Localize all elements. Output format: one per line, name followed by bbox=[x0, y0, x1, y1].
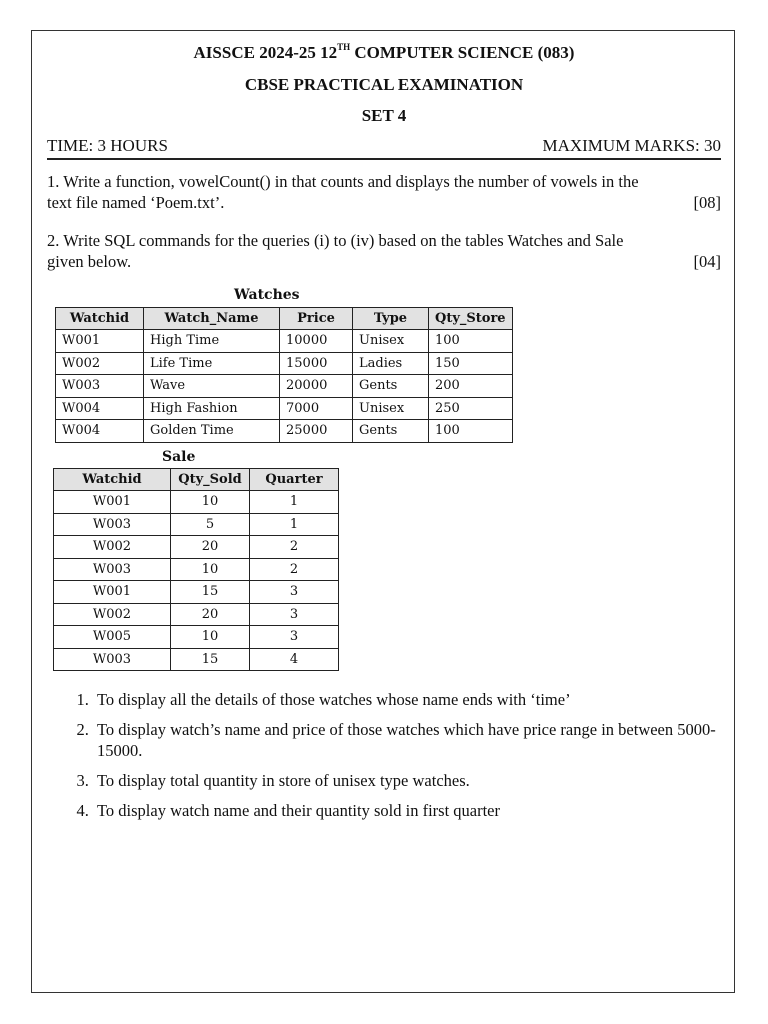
query-item: 2. To display watch’s name and price of those watches which have price range in between 5000-15000. bbox=[93, 719, 753, 761]
table-cell: 10 bbox=[171, 491, 250, 514]
watches-table-caption: Watches bbox=[234, 287, 300, 303]
table-cell: 200 bbox=[429, 375, 513, 398]
table-cell: W002 bbox=[56, 352, 144, 375]
table-row bbox=[54, 648, 339, 671]
table-cell: 20 bbox=[171, 603, 250, 626]
query-item: 3. To display total quantity in store of unisex type watches. bbox=[93, 770, 753, 791]
table-cell: 15 bbox=[171, 648, 250, 671]
exam-title: AISSCE 2024-25 12TH COMPUTER SCIENCE (083) bbox=[193, 42, 575, 62]
table-cell: High Time bbox=[144, 330, 280, 353]
table-cell: 100 bbox=[429, 330, 513, 353]
table-cell: 25000 bbox=[280, 420, 353, 443]
table-row bbox=[54, 491, 339, 514]
table-cell: Life Time bbox=[144, 352, 280, 375]
table-cell: W001 bbox=[54, 491, 171, 514]
table-cell: Ladies bbox=[353, 352, 429, 375]
column-header: Type bbox=[353, 308, 429, 330]
table-cell: Gents bbox=[353, 420, 429, 443]
question-1 bbox=[47, 171, 721, 213]
table-cell: W001 bbox=[56, 330, 144, 353]
table-row bbox=[54, 558, 339, 581]
question-2-marks: [04] bbox=[693, 252, 721, 271]
table-cell: Gents bbox=[353, 375, 429, 398]
sale-table-caption: Sale bbox=[162, 449, 196, 465]
column-header: Qty_Sold bbox=[171, 469, 250, 491]
table-cell: Unisex bbox=[353, 397, 429, 420]
table-row bbox=[54, 513, 339, 536]
table-cell: 2 bbox=[250, 558, 339, 581]
table-cell: 10 bbox=[171, 558, 250, 581]
max-marks-label: MAXIMUM MARKS: 30 bbox=[542, 136, 721, 155]
watches-table bbox=[55, 307, 513, 443]
query-list bbox=[47, 689, 753, 830]
table-cell: 15000 bbox=[280, 352, 353, 375]
table-row bbox=[54, 536, 339, 559]
set-number: SET 4 bbox=[361, 106, 407, 125]
table-cell: 20 bbox=[171, 536, 250, 559]
column-header: Watch_Name bbox=[144, 308, 280, 330]
question-2 bbox=[47, 230, 721, 272]
table-cell: 10 bbox=[171, 626, 250, 649]
table-cell: Golden Time bbox=[144, 420, 280, 443]
table-cell: W005 bbox=[54, 626, 171, 649]
table-header-row bbox=[54, 469, 339, 491]
table-row bbox=[54, 581, 339, 604]
table-cell: 4 bbox=[250, 648, 339, 671]
table-cell: 3 bbox=[250, 603, 339, 626]
query-item: 4. To display watch name and their quantity sold in first quarter bbox=[93, 800, 753, 821]
exam-subtitle: CBSE PRACTICAL EXAMINATION bbox=[244, 75, 524, 94]
table-cell: Wave bbox=[144, 375, 280, 398]
table-row bbox=[56, 420, 513, 443]
table-cell: W004 bbox=[56, 420, 144, 443]
table-row bbox=[56, 352, 513, 375]
question-2-line-1: 2. Write SQL commands for the queries (i) to (iv) based on the tables Watches and Sale bbox=[47, 231, 624, 250]
time-label: TIME: 3 HOURS bbox=[47, 136, 168, 155]
table-cell: 250 bbox=[429, 397, 513, 420]
column-header: Price bbox=[280, 308, 353, 330]
table-cell: 5 bbox=[171, 513, 250, 536]
table-cell: 3 bbox=[250, 626, 339, 649]
question-1-line-1: 1. Write a function, vowelCount() in that counts and displays the number of vowels in the bbox=[47, 172, 639, 191]
table-cell: W003 bbox=[54, 558, 171, 581]
table-cell: 2 bbox=[250, 536, 339, 559]
table-cell: W002 bbox=[54, 603, 171, 626]
question-2-line-2: given below. bbox=[47, 252, 132, 271]
table-cell: 1 bbox=[250, 491, 339, 514]
column-header: Qty_Store bbox=[429, 308, 513, 330]
table-cell: Unisex bbox=[353, 330, 429, 353]
time-marks-row bbox=[47, 136, 721, 160]
column-header: Quarter bbox=[250, 469, 339, 491]
table-cell: W003 bbox=[54, 648, 171, 671]
table-row bbox=[54, 603, 339, 626]
table-cell: W002 bbox=[54, 536, 171, 559]
table-cell: 1 bbox=[250, 513, 339, 536]
table-cell: W004 bbox=[56, 397, 144, 420]
table-cell: 7000 bbox=[280, 397, 353, 420]
table-cell: 3 bbox=[250, 581, 339, 604]
table-cell: 10000 bbox=[280, 330, 353, 353]
table-row bbox=[56, 397, 513, 420]
table-cell: 15 bbox=[171, 581, 250, 604]
table-cell: 100 bbox=[429, 420, 513, 443]
table-row bbox=[56, 375, 513, 398]
table-cell: 150 bbox=[429, 352, 513, 375]
table-row bbox=[54, 626, 339, 649]
table-cell: W003 bbox=[56, 375, 144, 398]
column-header: Watchid bbox=[56, 308, 144, 330]
query-item: 1. To display all the details of those watches whose name ends with ‘time’ bbox=[93, 689, 753, 710]
table-header-row bbox=[56, 308, 513, 330]
table-cell: W003 bbox=[54, 513, 171, 536]
sale-table bbox=[53, 468, 339, 671]
question-1-marks: [08] bbox=[693, 193, 721, 212]
question-1-line-2: text file named ‘Poem.txt’. bbox=[47, 193, 225, 212]
table-row bbox=[56, 330, 513, 353]
table-cell: High Fashion bbox=[144, 397, 280, 420]
table-cell: W001 bbox=[54, 581, 171, 604]
column-header: Watchid bbox=[54, 469, 171, 491]
table-cell: 20000 bbox=[280, 375, 353, 398]
